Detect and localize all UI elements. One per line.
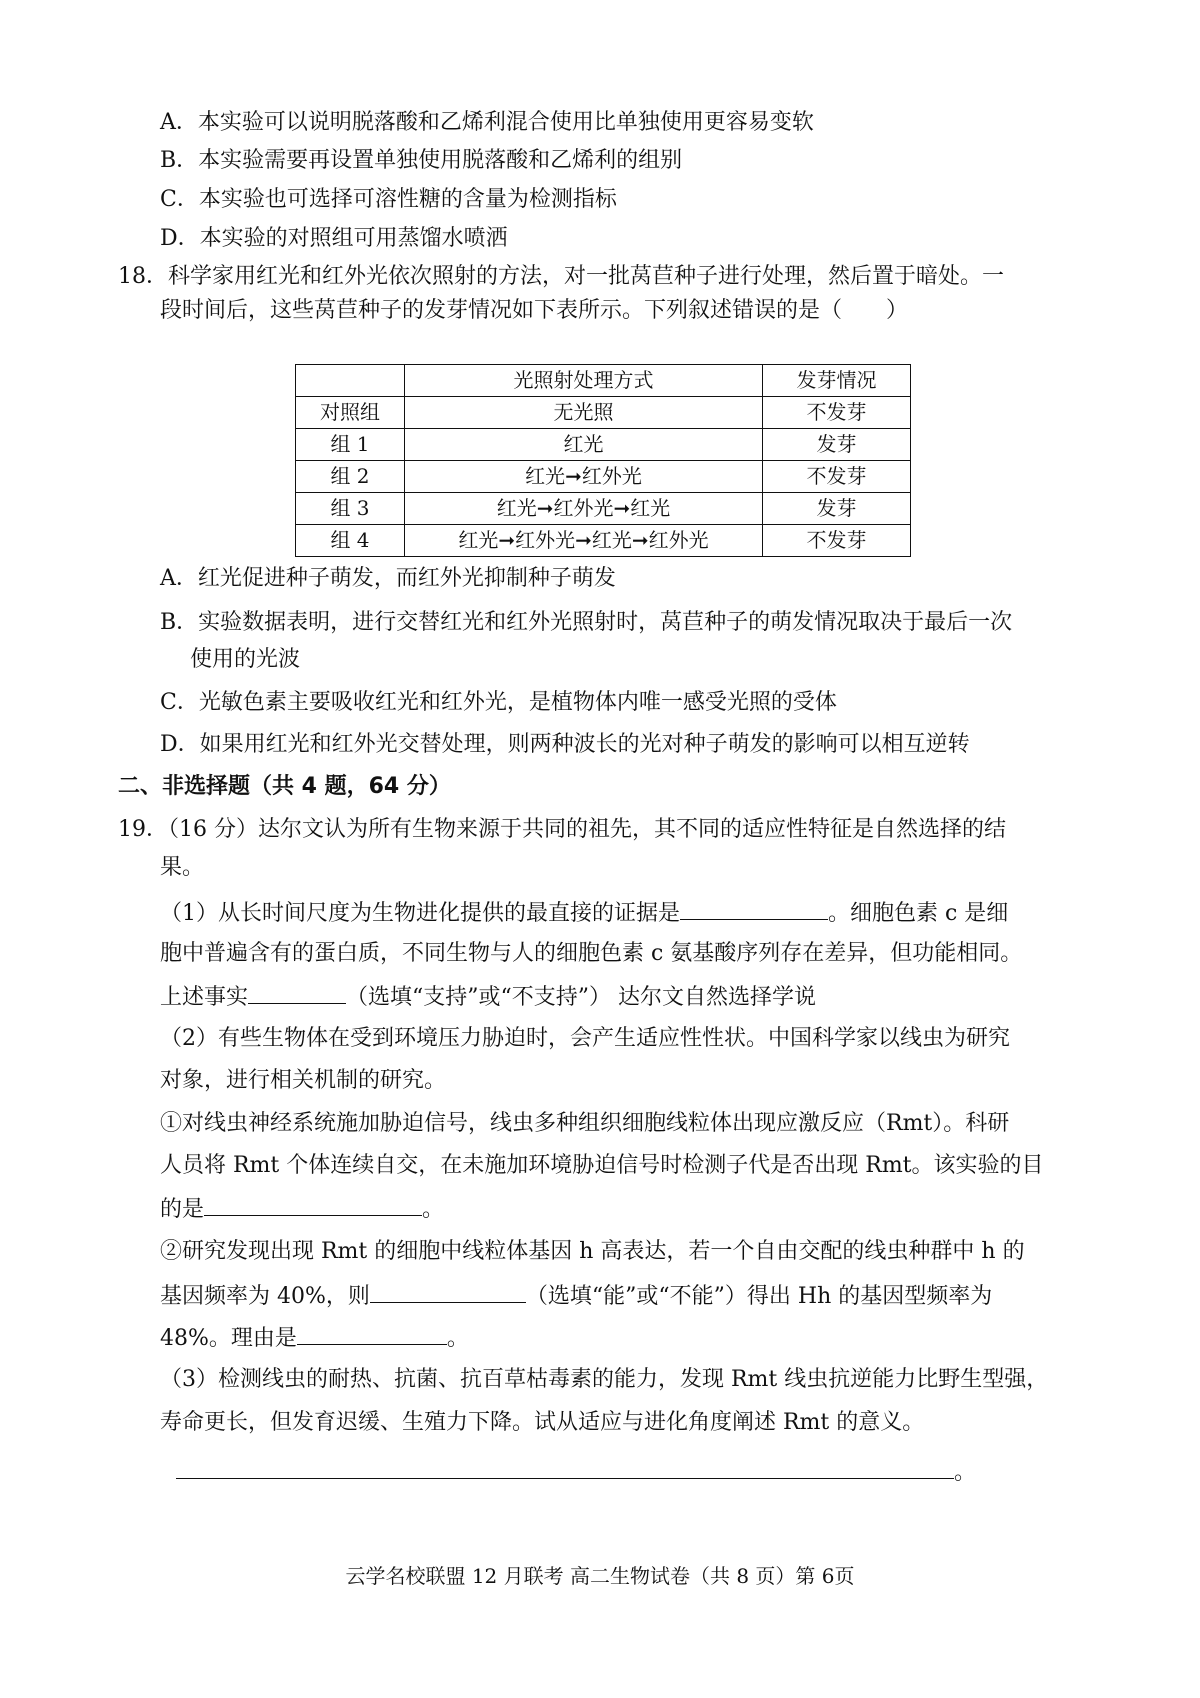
- table-cell: 组 1: [296, 429, 405, 461]
- q19-part1-line1: [160, 897, 1008, 929]
- q18-option-d: D．如果用红光和红外光交替处理，则两种波长的光对种子萌发的影响可以相互逆转: [160, 732, 970, 757]
- table-cell: 不发芽: [763, 525, 911, 557]
- table-row: [296, 461, 911, 493]
- q19-part1-line2: 胞中普遍含有的蛋白质，不同生物与人的细胞色素 c 氨基酸序列存在差异，但功能相同。: [160, 941, 1023, 966]
- q19-part2-i-line1: ①对线虫神经系统施加胁迫信号，线虫多种组织细胞线粒体出现应激反应（Rmt）。科研: [160, 1111, 1010, 1136]
- q19-part2-i-text-b: 。: [422, 1197, 445, 1222]
- q19-part2-ii-text-c: 48%。理由是: [160, 1326, 297, 1351]
- table-row: [296, 525, 911, 557]
- table-cell: 红光➞红外光➞红光➞红外光: [405, 525, 763, 557]
- q17-option-c: C．本实验也可选择可溶性糖的含量为检测指标: [160, 187, 617, 212]
- table-row: [296, 429, 911, 461]
- q19-intro-line2: 果。: [160, 855, 205, 880]
- q19-part2-line2: 对象，进行相关机制的研究。: [160, 1068, 447, 1093]
- table-header-row: [296, 365, 911, 397]
- table-cell: 无光照: [405, 397, 763, 429]
- page-footer: 云学名校联盟 12 月联考 高二生物试卷（共 8 页）第 6页: [345, 1564, 855, 1588]
- answer-blank-5[interactable]: [297, 1322, 447, 1345]
- table-cell: 红光➞红外光➞红光: [405, 493, 763, 525]
- table-cell: 不发芽: [763, 397, 911, 429]
- table-header-cell: [296, 365, 405, 397]
- q19-part2-line1: （2）有些生物体在受到环境压力胁迫时，会产生适应性性状。中国科学家以线虫为研究: [160, 1026, 1010, 1051]
- q19-part1-text-a: （1）从长时间尺度为生物进化提供的最直接的证据是: [160, 901, 680, 926]
- q19-part1-text-b: 。细胞色素 c 是细: [828, 901, 1009, 926]
- q19-part2-ii-line3: [160, 1322, 469, 1354]
- q17-option-a: A．本实验可以说明脱落酸和乙烯利混合使用比单独使用更容易变软: [160, 110, 814, 135]
- q18-stem-line2: 段时间后，这些莴苣种子的发芽情况如下表所示。下列叙述错误的是（ ）: [160, 298, 909, 323]
- q19-part3-line1: （3）检测线虫的耐热、抗菌、抗百草枯毒素的能力，发现 Rmt 线虫抗逆能力比野生型强，: [160, 1367, 1049, 1392]
- table-row: [296, 493, 911, 525]
- answer-blank-6[interactable]: [176, 1456, 954, 1479]
- q19-part2-ii-text-d: 。: [446, 1326, 469, 1351]
- q19-part3-answer-line: [176, 1456, 976, 1488]
- q19-intro-line1: 19．（16 分）达尔文认为所有生物来源于共同的祖先，其不同的适应性特征是自然选择的结: [118, 817, 1006, 842]
- table-cell: 发芽: [763, 493, 911, 525]
- q17-option-d: D．本实验的对照组可用蒸馏水喷洒: [160, 226, 508, 251]
- q18-option-b: B．实验数据表明，进行交替红光和红外光照射时，莴苣种子的萌发情况取决于最后一次: [160, 610, 1013, 635]
- table-cell: 红光: [405, 429, 763, 461]
- table-cell: 组 3: [296, 493, 405, 525]
- q19-part2-i-text-a: 的是: [160, 1197, 205, 1222]
- q19-part3-end: 。: [954, 1460, 977, 1485]
- table-cell: 发芽: [763, 429, 911, 461]
- table-header-cell: 光照射处理方式: [405, 365, 763, 397]
- answer-blank-1[interactable]: [680, 897, 828, 920]
- germination-table: [295, 364, 911, 557]
- answer-blank-4[interactable]: [370, 1280, 526, 1303]
- q19-part2-i-line3: [160, 1193, 444, 1225]
- q19-part2-ii-line1: ②研究发现出现 Rmt 的细胞中线粒体基因 h 高表达，若一个自由交配的线虫种群中 h 的: [160, 1239, 1025, 1264]
- section-title: 二、非选择题（共 4 题，64 分）: [118, 774, 451, 799]
- q19-part2-ii-text-a: 基因频率为 40%，则: [160, 1284, 370, 1309]
- q18-option-c: C．光敏色素主要吸收红光和红外光，是植物体内唯一感受光照的受体: [160, 690, 837, 715]
- q19-part2-i-line2: 人员将 Rmt 个体连续自交，在未施加环境胁迫信号时检测子代是否出现 Rmt。该实验的目: [160, 1153, 1044, 1178]
- q19-part3-line2: 寿命更长，但发育迟缓、生殖力下降。试从适应与进化角度阐述 Rmt 的意义。: [160, 1410, 925, 1435]
- answer-blank-3[interactable]: [204, 1193, 422, 1216]
- q19-part1-line3: [160, 981, 816, 1013]
- table-row: [296, 397, 911, 429]
- q18-option-a: A．红光促进种子萌发，而红外光抑制种子萌发: [160, 566, 616, 591]
- answer-blank-2[interactable]: [248, 981, 346, 1004]
- q19-part2-ii-line2: [160, 1280, 992, 1312]
- table-header-cell: 发芽情况: [763, 365, 911, 397]
- table-cell: 组 2: [296, 461, 405, 493]
- table-cell: 红光➞红外光: [405, 461, 763, 493]
- table-cell: 组 4: [296, 525, 405, 557]
- table-cell: 对照组: [296, 397, 405, 429]
- q17-option-b: B．本实验需要再设置单独使用脱落酸和乙烯利的组别: [160, 148, 683, 173]
- q19-part1-text-c: 上述事实: [160, 985, 249, 1010]
- q19-part1-text-d: （选填“支持”或“不支持”） 达尔文自然选择学说: [346, 985, 816, 1010]
- q18-option-b-cont: 使用的光波: [190, 647, 301, 672]
- q19-part2-ii-text-b: （选填“能”或“不能”）得出 Hh 的基因型频率为: [525, 1284, 993, 1309]
- q18-stem-line1: 18．科学家用红光和红外光依次照射的方法，对一批莴苣种子进行处理，然后置于暗处。一: [118, 264, 1004, 289]
- table-cell: 不发芽: [763, 461, 911, 493]
